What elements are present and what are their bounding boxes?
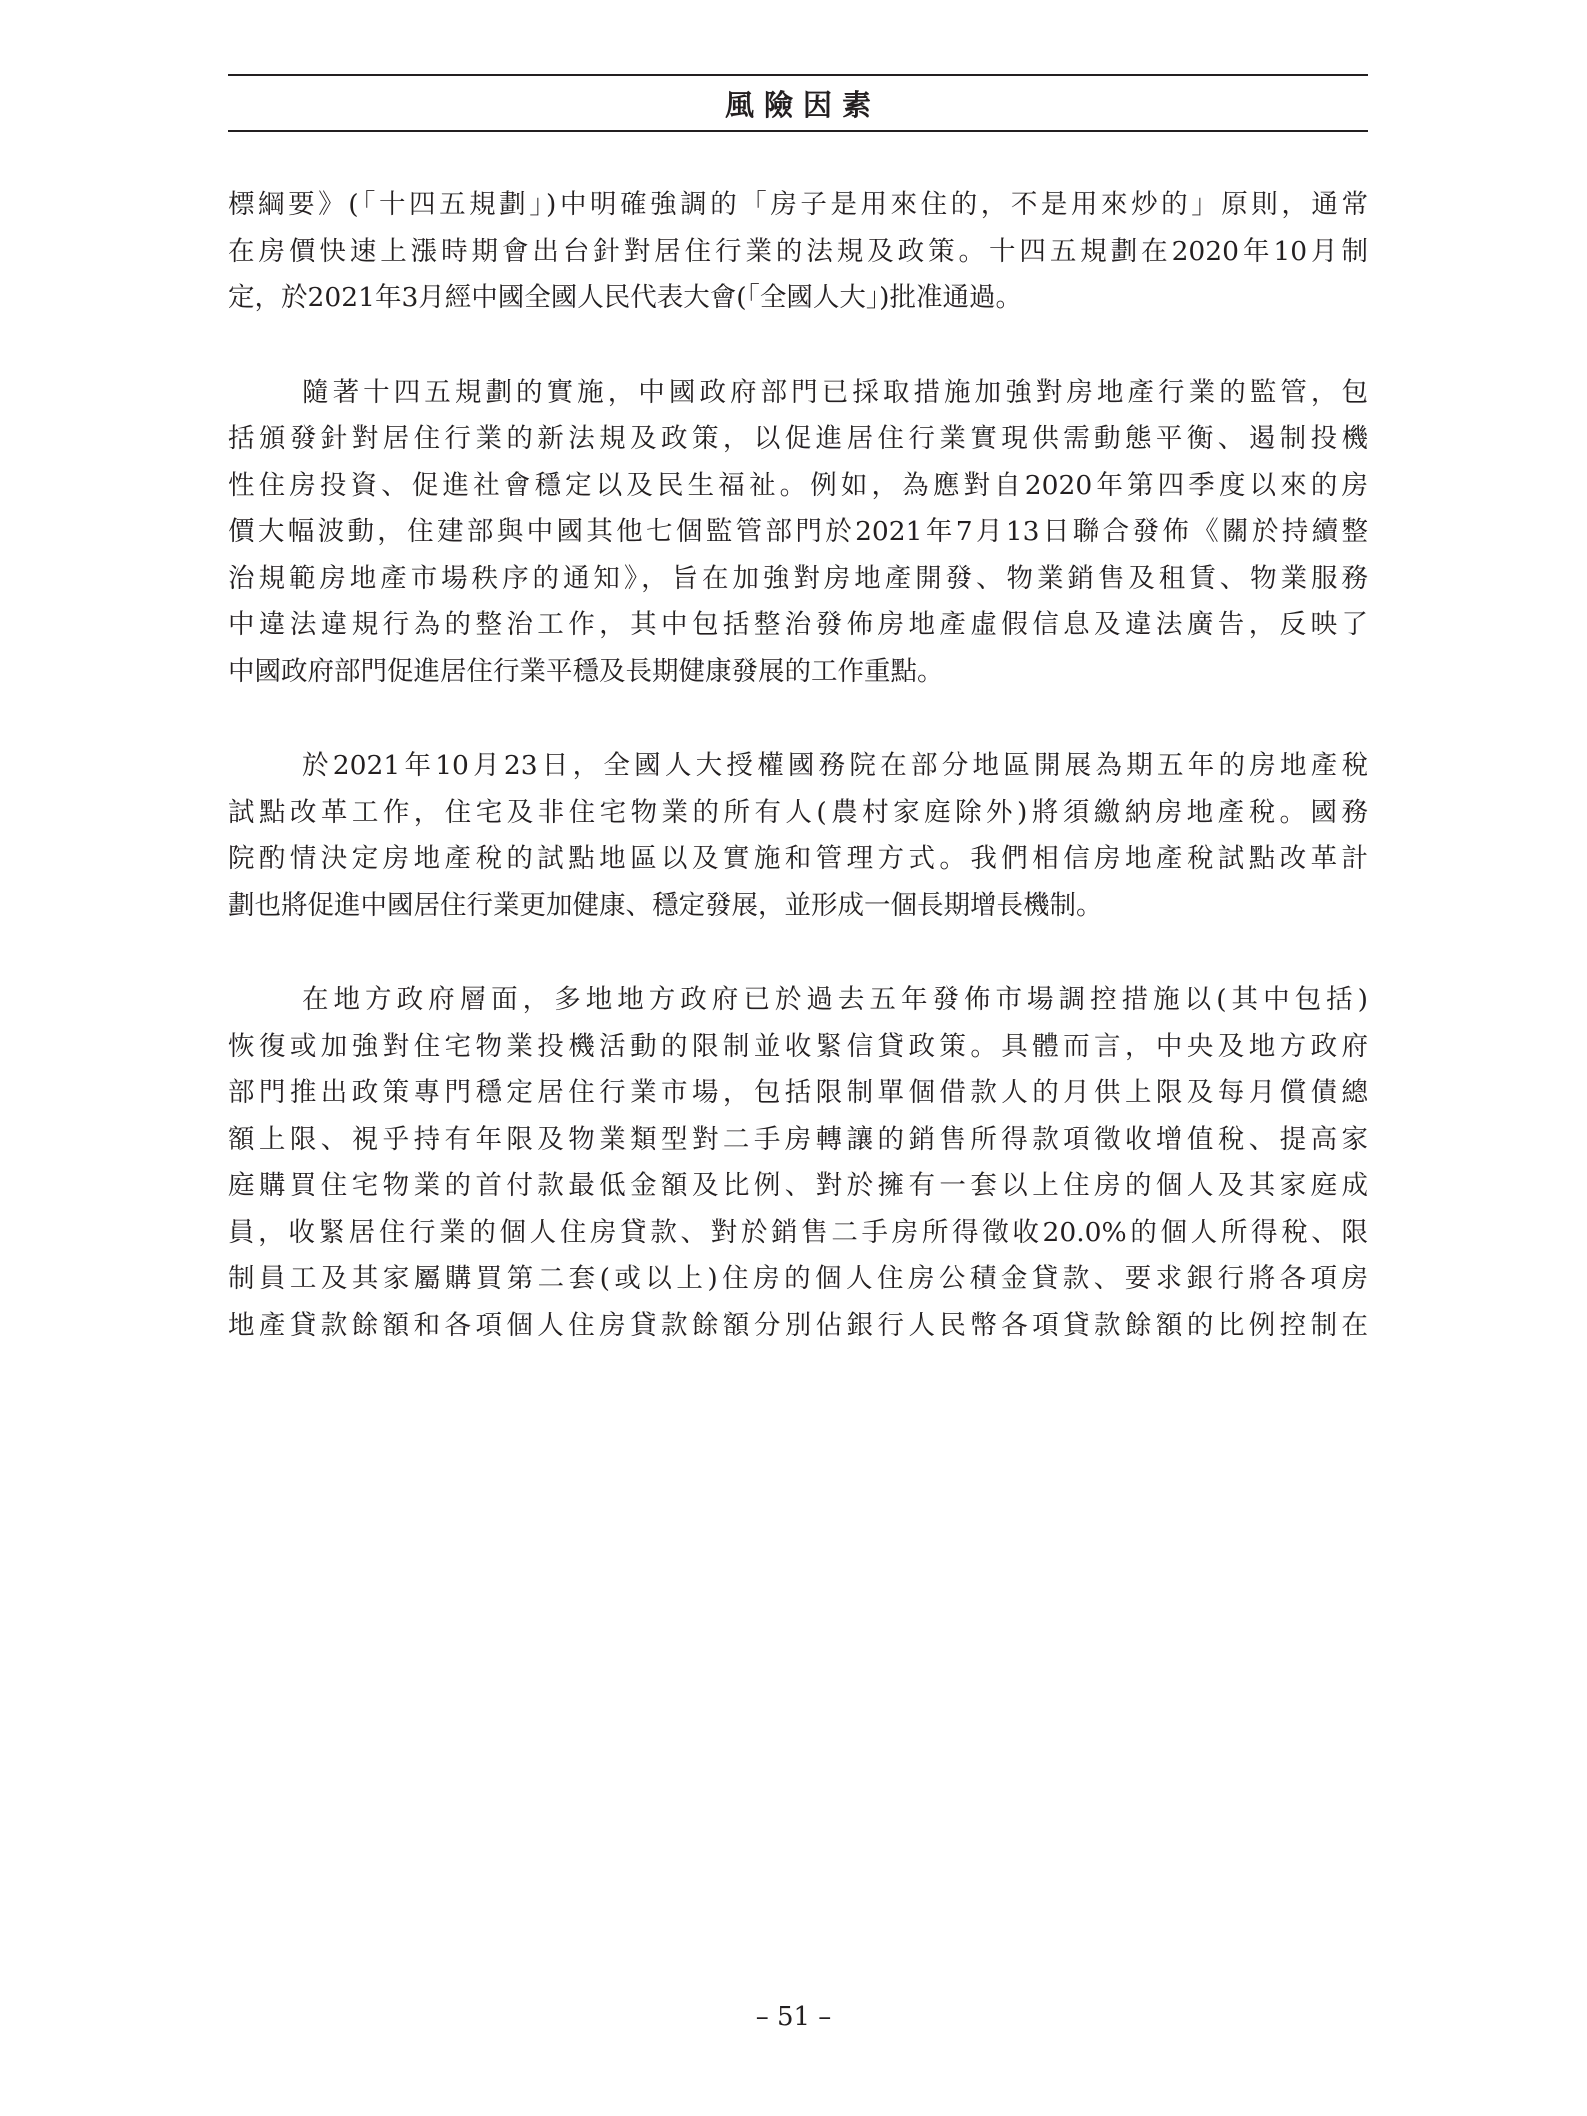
text-line: 地產貸款餘額和各項個人住房貸款餘額分別佔銀行人民幣各項貸款餘額的比例控制在 <box>228 1309 1368 1341</box>
text-line: 定，於2021年3月經中國全國人民代表大會(「全國人大」)批准通過。 <box>228 282 1022 313</box>
page-number: – 51 – <box>755 2002 832 2032</box>
text-line: 中國政府部門促進居住行業平穩及長期健康發展的工作重點。 <box>228 655 944 687</box>
text-line: 在地方政府層面，多地地方政府已於過去五年發佈市場調控措施以(其中包括) <box>302 984 1368 1015</box>
text-line: 中違法違規行為的整治工作，其中包括整治發佈房地產虛假信息及違法廣告，反映了 <box>228 609 1368 640</box>
text-line: 性住房投資、促進社會穩定以及民生福祉。例如，為應對自2020年第四季度以來的房 <box>228 469 1368 501</box>
text-line: 試點改革工作，住宅及非住宅物業的所有人(農村家庭除外)將須繳納房地產稅。國務 <box>228 796 1368 828</box>
text-line: 恢復或加強對住宅物業投機活動的限制並收緊信貸政策。具體而言，中央及地方政府 <box>228 1030 1368 1062</box>
text-line: 劃也將促進中國居住行業更加健康、穩定發展，並形成一個長期增長機制。 <box>228 889 1103 921</box>
text-line: 治規範房地產市場秩序的通知》，旨在加強對房地產開發、物業銷售及租賃、物業服務 <box>228 562 1368 594</box>
paragraph-3 <box>228 743 1368 929</box>
text-line: 標綱要》(「十四五規劃」)中明確強調的「房子是用來住的，不是用來炒的」原則，通常 <box>228 189 1368 220</box>
text-line: 庭購買住宅物業的首付款最低金額及比例、對於擁有一套以上住房的個人及其家庭成 <box>228 1170 1368 1201</box>
page-title: 風險因素 <box>724 87 881 122</box>
text-line: 括頒發針對居住行業的新法規及政策，以促進居住行業實現供需動態平衡、遏制投機 <box>228 423 1368 454</box>
text-line: 制員工及其家屬購買第二套(或以上)住房的個人住房公積金貸款、要求銀行將各項房 <box>228 1263 1368 1294</box>
page-header <box>228 74 1368 132</box>
text-line: 員，收緊居住行業的個人住房貸款、對於銷售二手房所得徵收20.0%的個人所得稅、限 <box>228 1216 1368 1248</box>
paragraph-2 <box>228 370 1368 696</box>
paragraph-4 <box>228 977 1368 1349</box>
text-line: 在房價快速上漲時期會出台針對居住行業的法規及政策。十四五規劃在2020年10月制 <box>228 235 1368 267</box>
text-line: 於2021年10月23日，全國人大授權國務院在部分地區開展為期五年的房地產稅 <box>302 750 1368 781</box>
body-text <box>228 182 1368 1397</box>
text-line: 部門推出政策專門穩定居住行業市場，包括限制單個借款人的月供上限及每月償債總 <box>228 1077 1368 1108</box>
text-line: 價大幅波動，住建部與中國其他七個監管部門於2021年7月13日聯合發佈《關於持續整 <box>228 516 1368 547</box>
text-line: 隨著十四五規劃的實施，中國政府部門已採取措施加強對房地產行業的監管，包 <box>302 376 1368 408</box>
text-line: 額上限、視乎持有年限及物業類型對二手房轉讓的銷售所得款項徵收增值稅、提高家 <box>228 1123 1368 1155</box>
paragraph-1 <box>228 182 1368 322</box>
text-line: 院酌情決定房地產稅的試點地區以及實施和管理方式。我們相信房地產稅試點改革計 <box>228 843 1368 874</box>
